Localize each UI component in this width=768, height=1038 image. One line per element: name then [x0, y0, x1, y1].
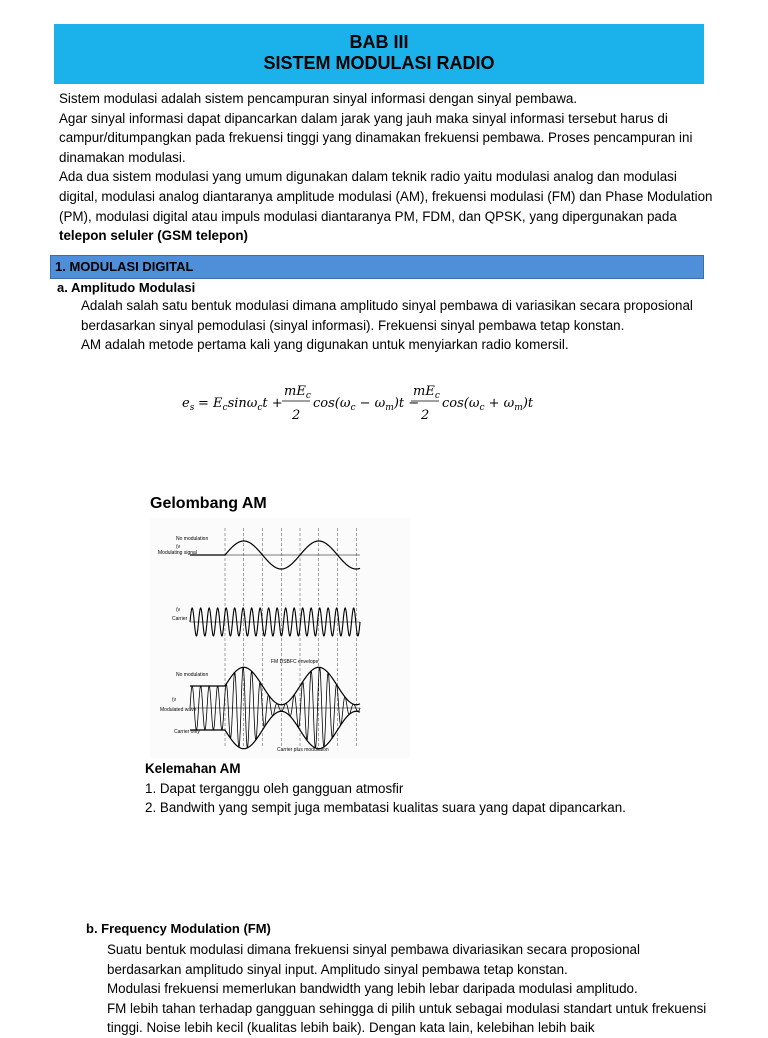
am-paragraph-1: Adalah salah satu bentuk modulasi dimana amplitudo sinyal pembawa di variasikan secara proposional berdasarkan sinyal pemodulasi (sinyal informasi). Frekuensi sinyal pembawa tetap konstan. — [81, 298, 693, 333]
label-carrier-plus-modulation: Carrier plus modulation — [277, 747, 329, 753]
figure-title: Gelombang AM — [150, 495, 267, 512]
formula-lhs: $e_s$ — [182, 396, 195, 413]
section-heading-digital-modulation: 1. MODULASI DIGITAL — [50, 255, 704, 279]
fm-paragraph-2: Modulasi frekuensi memerlukan bandwidth yang lebih lebar daripada modulasi amplitudo. — [107, 981, 638, 997]
am-paragraph-2: AM adalah metode pertama kali yang digunakan untuk menyiarkan radio komersil. — [81, 337, 569, 353]
weaknesses-heading: Kelemahan AM — [145, 761, 241, 776]
intro-paragraph-3-text: Ada dua sistem modulasi yang umum digunakan dalam teknik radio yaitu modulasi analog dan modulasi digital, modulasi analog diantaranya amplitude modulasi (AM), frekuensi modulasi (FM) dan Phase Modulation (PM), modulasi digital atau impuls modulasi diantaranya PM, FDM, dan QPSK, yang dipergunakan pada — [59, 169, 713, 224]
fm-description — [107, 940, 717, 1038]
chapter-title: SISTEM MODULASI RADIO — [263, 53, 495, 73]
fm-paragraph-3: FM lebih tahan terhadap gangguan sehingga di pilih untuk sebagai modulasi standart untuk frekuensi tinggi. Noise lebih kecil (kualitas lebih baik). Dengan kata lain, kelebihan lebih baik — [107, 1000, 707, 1036]
weakness-item: 1. Dapat terganggu oleh gangguan atmosfir — [145, 780, 404, 796]
label-modulating-signal: Modulating signal — [158, 550, 197, 556]
label-vc: (v — [176, 607, 181, 613]
intro-paragraph-1: Sistem modulasi adalah sistem pencampuran sinyal informasi dengan sinyal pembawa. — [59, 91, 578, 106]
chapter-title-box — [54, 24, 704, 84]
intro-section — [59, 89, 719, 246]
label-carrier-only: Carrier only — [174, 729, 200, 735]
formula-frac1-den: 2 — [292, 408, 301, 423]
am-waveform-figure — [150, 518, 410, 758]
am-formula — [180, 378, 540, 426]
label-vm: (v — [176, 544, 181, 550]
formula-term1: = $E_c\sin\omega_ct$ + — [198, 396, 283, 413]
chapter-number: BAB III — [349, 32, 409, 52]
formula-frac1-num: $mE_c$ — [284, 384, 311, 401]
label-modulated-wave: Modulated wave — [160, 707, 197, 713]
label-no-modulation-1: No modulation — [176, 536, 209, 542]
subheading-amplitude-modulation: a. Amplitudo Modulasi — [57, 280, 196, 295]
intro-paragraph-2: Agar sinyal informasi dapat dipancarkan dalam jarak yang jauh maka sinyal informasi tersebut harus di campur/ditumpangkan pada frekuensi tinggi yang dinamakan frekuensi pembawa. Proses pencampuran ini dinamakan modulasi. — [59, 110, 693, 165]
formula-frac2-den: 2 — [421, 408, 430, 423]
subheading-frequency-modulation: b. Frequency Modulation (FM) — [86, 921, 271, 936]
weakness-item: 2. Bandwith yang sempit juga membatasi kualitas suara yang dapat dipancarkan. — [145, 800, 626, 816]
label-no-modulation-2: No modulation — [176, 672, 209, 678]
label-carrier: Carrier — [172, 616, 188, 622]
fm-paragraph-1: Suatu bentuk modulasi dimana frekuensi sinyal pembawa divariasikan secara proposional berdasarkan amplitudo sinyal input. Amplitudo sinyal pembawa tetap konstan. — [107, 942, 640, 977]
label-vam: (v — [172, 697, 177, 703]
formula-cos2: $\cos(\omega_c + \omega_m)t$ — [442, 396, 534, 413]
intro-paragraph-3-bold: telepon seluler (GSM telepon) — [59, 228, 248, 244]
am-weaknesses — [145, 759, 626, 818]
formula-cos1: $\cos(\omega_c - \omega_m)t$ − — [313, 396, 420, 413]
am-description — [81, 296, 711, 355]
intro-paragraph-3 — [59, 167, 719, 245]
formula-frac2-num: $mE_c$ — [413, 384, 440, 401]
label-fm-dsbfc-envelope: FM DSBFC envelope — [271, 659, 319, 665]
